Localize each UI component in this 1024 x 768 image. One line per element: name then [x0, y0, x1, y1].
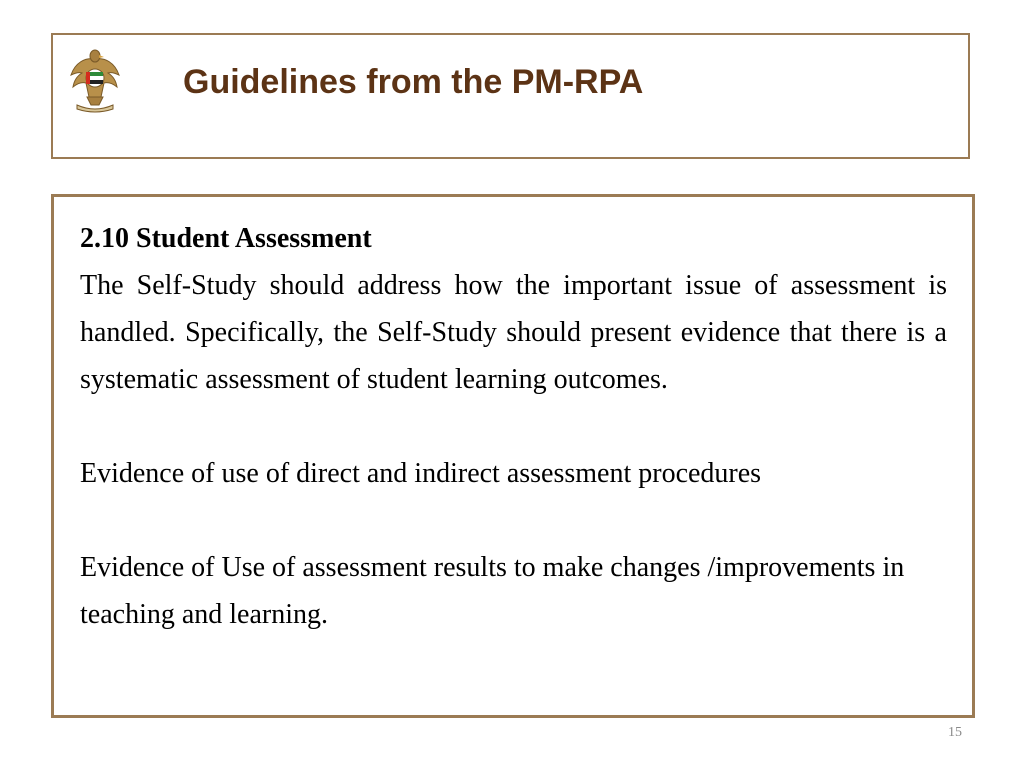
body-paragraph: The Self-Study should address how the important issue of assessment is handled. Specifically, the Self-Study should present evidence that there is a systematic assessment of student learning outcomes. — [80, 270, 947, 395]
uae-emblem-icon — [69, 45, 121, 113]
evidence-item-use-results: Evidence of Use of assessment results to make changes /improvements in teaching and learning. — [80, 552, 905, 630]
content-body — [80, 215, 947, 638]
page-number: 15 — [948, 725, 962, 740]
title-box — [51, 33, 970, 159]
evidence-item-direct-indirect: Evidence of use of direct and indirect assessment procedures — [80, 458, 762, 489]
section-heading: 2.10 Student Assessment — [80, 223, 372, 254]
slide-title: Guidelines from the PM-RPA — [183, 63, 644, 101]
content-box — [51, 194, 975, 718]
